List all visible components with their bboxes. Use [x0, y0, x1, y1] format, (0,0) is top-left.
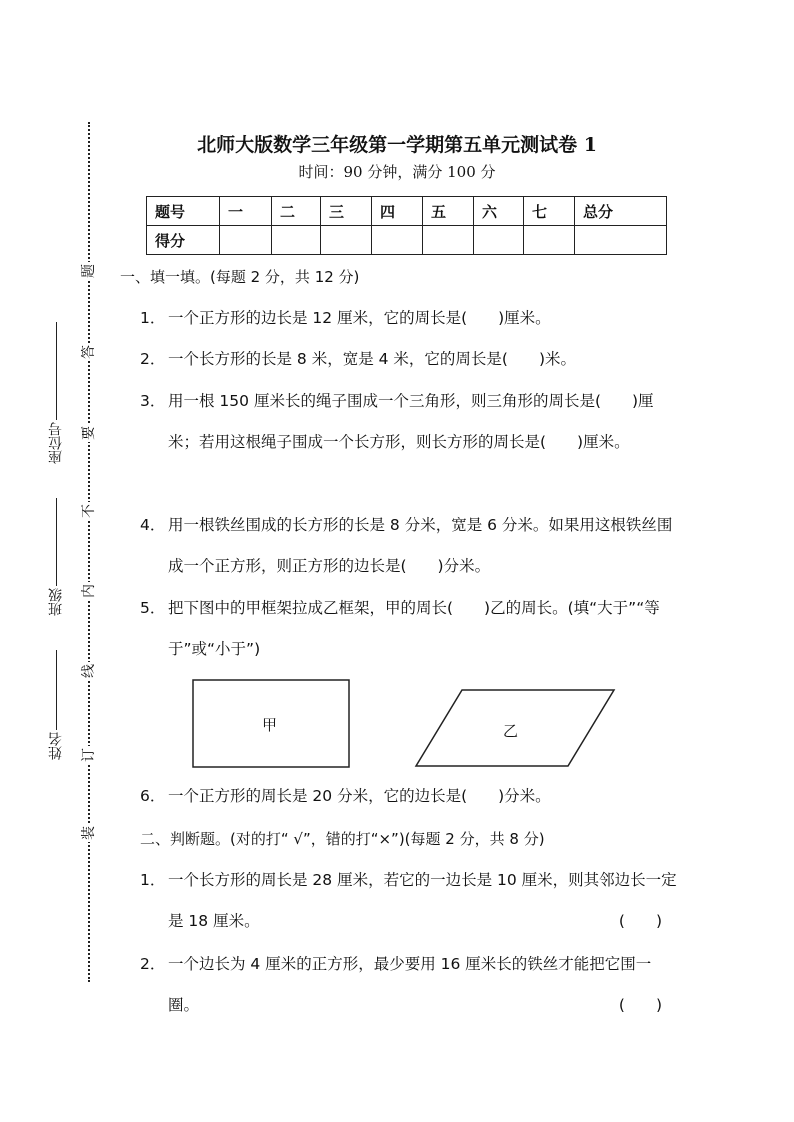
question-number: 5．: [140, 599, 166, 617]
class-label: 班级: [48, 588, 64, 616]
answer-parentheses[interactable]: ( ): [618, 996, 662, 1014]
score-cell: 五: [423, 197, 474, 226]
question-2-1: [140, 860, 680, 942]
binding-char: 答: [81, 345, 97, 359]
question-2-2: [140, 944, 680, 1026]
page-title: 北师大版数学三年级第一学期第五单元测试卷 1: [197, 134, 597, 156]
question-number: 3．: [140, 392, 166, 410]
binding-char: 要: [81, 426, 97, 440]
score-cell: 得分: [147, 226, 220, 255]
question-text: 一个正方形的周长是 20 分米，它的边长是( )分米。: [168, 787, 551, 805]
score-cell: 六: [474, 197, 524, 226]
question-number: 2．: [140, 955, 166, 973]
binding-char: 线: [81, 664, 97, 678]
question-text: 一个正方形的边长是 12 厘米，它的周长是( )厘米。: [168, 309, 551, 327]
score-cell: 四: [372, 197, 423, 226]
shape-label-yi: 乙: [503, 722, 519, 740]
question-number: 4．: [140, 516, 166, 534]
score-cell: 题号: [147, 197, 220, 226]
question-text: 一个长方形的周长是 28 厘米，若它的一边长是 10 厘米，则其邻边长一定是 18 厘米。: [168, 871, 677, 930]
question-number: 2．: [140, 350, 166, 368]
question-number: 6．: [140, 787, 166, 805]
question-text: 一个长方形的长是 8 米，宽是 4 米，它的周长是( )米。: [168, 350, 577, 368]
binding-char: 订: [81, 748, 97, 762]
score-cell: 二: [272, 197, 321, 226]
score-cell: 七: [524, 197, 575, 226]
section-1-heading: 一、填一填。(每题 2 分，共 12 分): [120, 268, 360, 286]
name-label: 姓名: [48, 732, 64, 760]
binding-char: 题: [81, 264, 97, 278]
binding-char: 内: [81, 584, 97, 598]
question-number: 1．: [140, 871, 166, 889]
question-number: 1．: [140, 309, 166, 327]
question-text: 用一根铁丝围成的长方形的长是 8 分米，宽是 6 分米。如果用这根铁丝围成一个正方形，则正方形的边长是( )分米。: [168, 516, 673, 575]
question-text: 一个边长为 4 厘米的正方形，最少要用 16 厘米长的铁丝才能把它围一圈。: [168, 955, 652, 1014]
answer-parentheses[interactable]: ( ): [618, 912, 662, 930]
binding-char: 不: [81, 504, 97, 518]
section-2-heading: 二、判断题。(对的打“ √”，错的打“×”)(每题 2 分，共 8 分): [140, 830, 545, 848]
question-text: 把下图中的甲框架拉成乙框架，甲的周长( )乙的周长。(填“大于”“等于”或“小于”): [168, 599, 660, 658]
question-1-6: [140, 776, 680, 817]
question-text: 用一根 150 厘米长的绳子围成一个三角形，则三角形的周长是( )厘米；若用这根绳子围成一个长方形，则长方形的周长是( )厘米。: [168, 392, 654, 451]
exam-time-info: 时间：90 分钟，满分 100 分: [298, 163, 496, 181]
shape-label-jia: 甲: [262, 716, 278, 734]
score-cell: 总分: [575, 197, 667, 226]
score-cell: 一: [220, 197, 272, 226]
seat-number-label: 座位号: [48, 422, 64, 464]
score-cell: 三: [321, 197, 372, 226]
binding-char: 装: [81, 826, 97, 840]
